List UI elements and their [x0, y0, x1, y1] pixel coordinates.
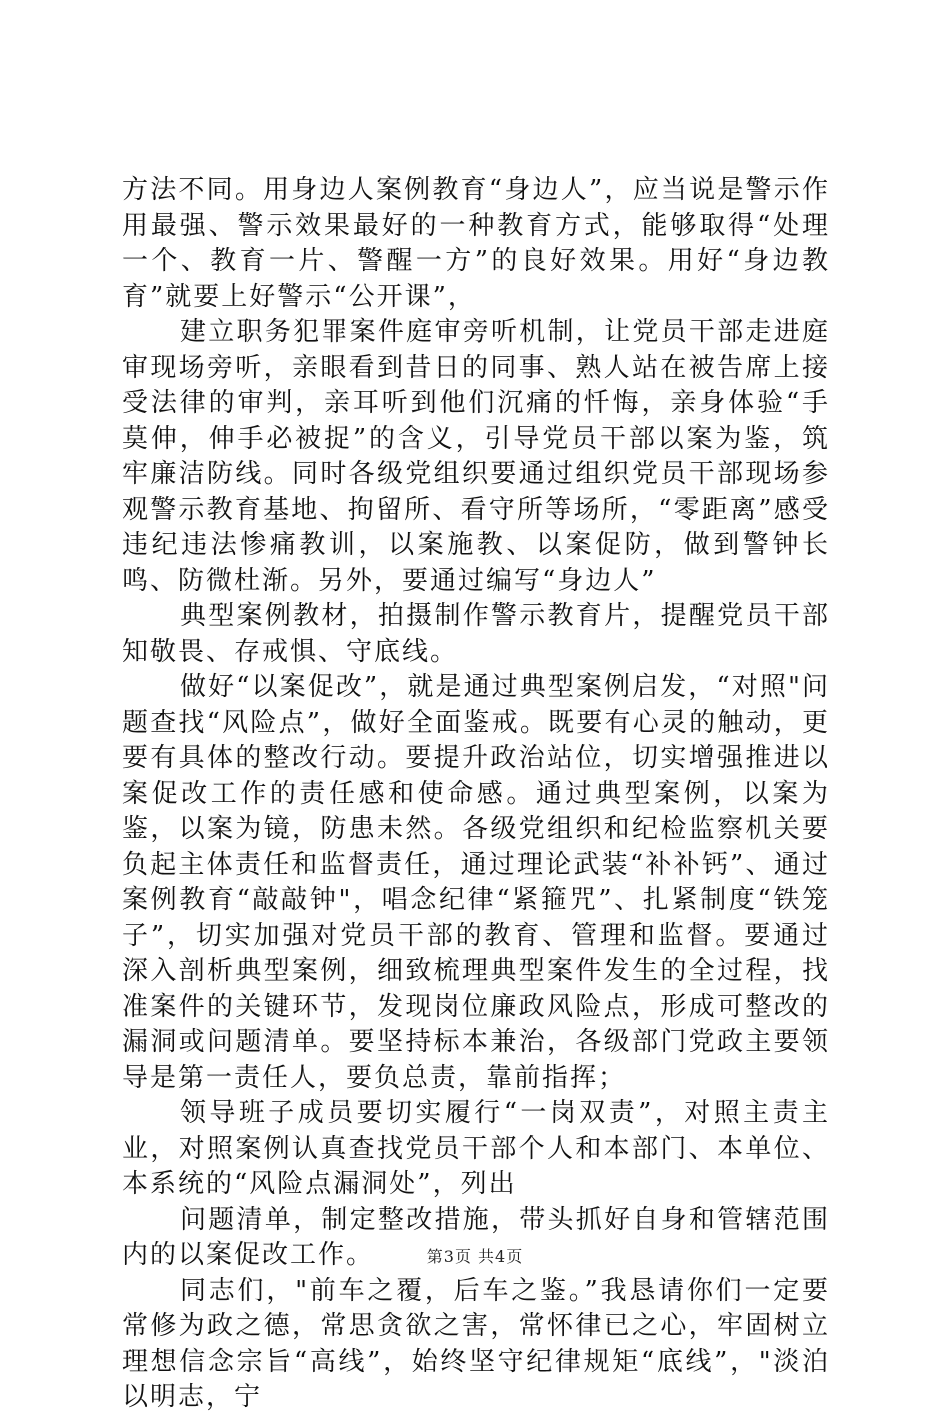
paragraph-7: 同志们，"前车之覆，后车之鉴。”我恳请你们一定要常修为政之德，常思贪欲之害，常怀律已之心，牢固树立理想信念宗旨“高线”，始终坚守纪律规矩“底线”，"淡泊以明志，宁	[122, 1275, 830, 1412]
paragraph-1: 方法不同。用身边人案例教育“身边人”，应当说是警示作用最强、警示效果最好的一种教育方式，能够取得“处理一个、教育一片、警醒一方”的良好效果。用好“身边教育”就要上好警示“公开课”，	[122, 175, 830, 312]
page-footer: 第3页 共4页	[426, 1247, 524, 1266]
paragraph-3: 典型案例教材，拍摄制作警示教育片，提醒党员干部知敬畏、存戒惧、守底线。	[122, 601, 830, 667]
paragraph-5: 领导班子成员要切实履行“一岗双责”，对照主责主业，对照案例认真查找党员干部个人和本部门、本单位、本系统的“风险点漏洞处”，列出	[122, 1098, 830, 1199]
document-body	[122, 173, 830, 1416]
paragraph-2: 建立职务犯罪案件庭审旁听机制，让党员干部走进庭审现场旁听，亲眼看到昔日的同事、熟人站在被告席上接受法律的审判，亲耳听到他们沉痛的忏悔，亲身体验“手莫伸，伸手必被捉”的含义，引导党员干部以案为鉴，筑牢廉洁防线。同时各级党组织要通过组织党员干部现场参观警示教育基地、拘留所、看守所等场所，“零距离”感受违纪违法惨痛教训，以案施教、以案促防，做到警钟长鸣、防微杜渐。另外，要通过编写“身边人”	[122, 317, 830, 596]
paragraph-4: 做好“以案促改”，就是通过典型案例启发，“对照"问题查找“风险点”，做好全面鉴戒。既要有心灵的触动，更要有具体的整改行动。要提升政治站位，切实增强推进以案促改工作的责任感和使命感。通过典型案例，以案为鉴，以案为镜，防患未然。各级党组织和纪检监察机关要负起主体责任和监督责任，通过理论武装“补补钙”、通过案例教育“敲敲钟"，唱念纪律“紧箍咒”、扎紧制度“铁笼子”，切实加强对党员干部的教育、管理和监督。要通过深入剖析典型案例，细致梳理典型案件发生的全过程，找准案件的关键环节，发现岗位廉政风险点，形成可整改的漏洞或问题清单。要坚持标本兼治，各级部门党政主要领导是第一责任人，要负总责，靠前指挥；	[122, 672, 830, 1093]
paragraph-6: 问题清单，制定整改措施，带头抓好自身和管辖范围内的以案促改工作。	[122, 1204, 830, 1270]
